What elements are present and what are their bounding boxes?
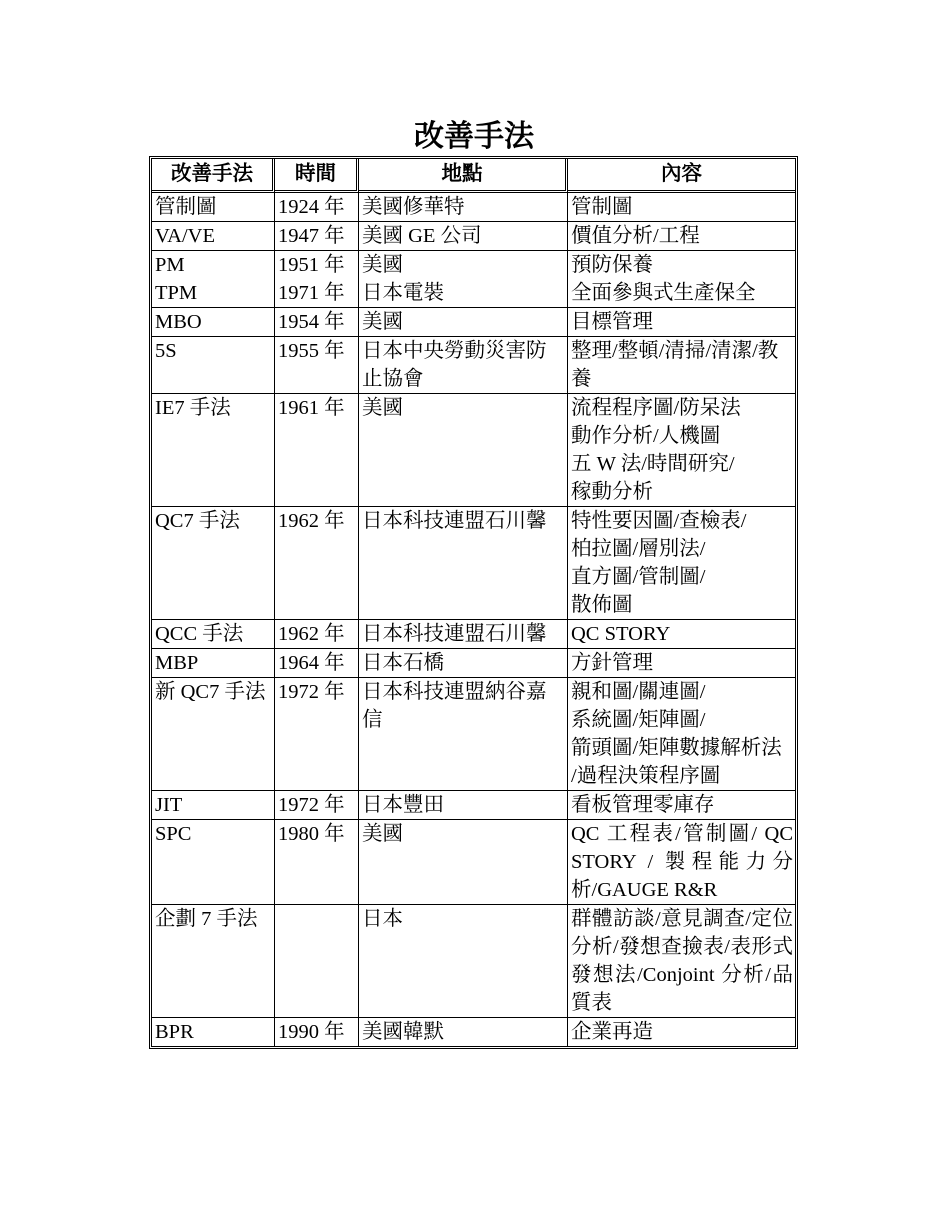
method-cell — [152, 620, 275, 649]
place-cell — [359, 193, 568, 222]
place-cell-line: 美國 — [362, 823, 403, 845]
content-cell — [568, 251, 795, 308]
place-cell-line: 日本石橋 — [362, 652, 444, 674]
time-cell-line: 1924 年 — [278, 196, 345, 218]
method-cell-line: IE7 手法 — [155, 397, 231, 419]
place-cell-line: 日本豐田 — [362, 794, 444, 816]
method-cell-line: MBO — [155, 311, 202, 333]
place-cell — [359, 791, 568, 820]
method-cell — [152, 308, 275, 337]
content-cell-line: /過程決策程序圖 — [571, 765, 721, 787]
content-cell-line: 群體訪談/意見調查/定位分析/發想查撿表/表形式發想法/Conjoint 分析/品質表 — [571, 908, 793, 1014]
content-cell-line: 親和圖/關連圖/ — [571, 681, 706, 703]
header-method: 改善手法 — [152, 159, 275, 193]
content-cell-line: 箭頭圖/矩陣數據解析法 — [571, 737, 782, 759]
place-cell — [359, 1018, 568, 1046]
time-cell-line: 1980 年 — [278, 823, 345, 845]
time-cell-line: 1954 年 — [278, 311, 345, 333]
content-cell — [568, 337, 795, 394]
place-cell — [359, 649, 568, 678]
place-cell — [359, 251, 568, 308]
time-cell — [275, 905, 359, 1018]
content-cell-line: QC 工程表/管制圖/ QC STORY / 製程能力分析/GAUGE R&R — [571, 823, 793, 901]
table-row — [152, 251, 795, 308]
time-cell-line: 1962 年 — [278, 510, 345, 532]
time-cell — [275, 791, 359, 820]
method-cell-line: MBP — [155, 652, 199, 674]
content-cell-line: 柏拉圖/層別法/ — [571, 538, 706, 560]
table-row — [152, 620, 795, 649]
content-cell-line: 價值分析/工程 — [571, 225, 700, 247]
time-cell-line: 1964 年 — [278, 652, 345, 674]
content-cell — [568, 820, 795, 905]
method-cell — [152, 251, 275, 308]
content-cell-line: 五 W 法/時間研究/ — [571, 453, 735, 475]
place-cell-line: 日本科技連盟石川馨 — [362, 623, 547, 645]
time-cell-line: 1971 年 — [278, 282, 345, 304]
time-cell-line: 1990 年 — [278, 1021, 345, 1043]
content-cell-line: 動作分析/人機圖 — [571, 425, 721, 447]
time-cell — [275, 507, 359, 620]
place-cell — [359, 905, 568, 1018]
table-row — [152, 820, 795, 905]
table-row — [152, 337, 795, 394]
content-cell — [568, 905, 795, 1018]
method-cell-line: 管制圖 — [155, 196, 217, 218]
time-cell-line — [278, 905, 356, 933]
table-row — [152, 222, 795, 251]
place-cell-line: 日本 — [362, 908, 403, 930]
time-cell — [275, 222, 359, 251]
time-cell — [275, 308, 359, 337]
place-cell-line: 日本電裝 — [362, 282, 444, 304]
time-cell-line: 1972 年 — [278, 681, 345, 703]
time-cell-line: 1955 年 — [278, 340, 345, 362]
method-cell-line: BPR — [155, 1021, 194, 1043]
improvement-methods-table — [149, 156, 798, 1049]
time-cell-line: 1951 年 — [278, 254, 345, 276]
time-cell — [275, 394, 359, 507]
time-cell — [275, 251, 359, 308]
content-cell-line: QC STORY — [571, 623, 671, 645]
place-cell — [359, 820, 568, 905]
place-cell-line: 美國 GE 公司 — [362, 225, 482, 247]
method-cell — [152, 820, 275, 905]
content-cell — [568, 308, 795, 337]
content-cell-line: 整理/整頓/清掃/清潔/教養 — [571, 340, 779, 390]
place-cell — [359, 222, 568, 251]
table-row — [152, 394, 795, 507]
content-cell-line: 全面參與式生產保全 — [571, 282, 756, 304]
method-cell-line: QCC 手法 — [155, 623, 244, 645]
table-header-row — [152, 159, 795, 193]
time-cell-line: 1961 年 — [278, 397, 345, 419]
table-row — [152, 649, 795, 678]
content-cell-line: 預防保養 — [571, 254, 653, 276]
method-cell — [152, 222, 275, 251]
method-cell — [152, 649, 275, 678]
method-cell-line: JIT — [155, 794, 183, 816]
content-cell — [568, 620, 795, 649]
content-cell-line: 流程程序圖/防呆法 — [571, 397, 741, 419]
method-cell — [152, 1018, 275, 1046]
content-cell — [568, 1018, 795, 1046]
header-time: 時間 — [275, 159, 359, 193]
time-cell-line: 1947 年 — [278, 225, 345, 247]
method-cell-line: 新 QC7 手法 — [155, 681, 266, 703]
table-row — [152, 791, 795, 820]
content-cell — [568, 394, 795, 507]
place-cell-line: 美國 — [362, 397, 403, 419]
time-cell-line: 1962 年 — [278, 623, 345, 645]
content-cell-line: 特性要因圖/查檢表/ — [571, 510, 747, 532]
time-cell — [275, 820, 359, 905]
time-cell — [275, 620, 359, 649]
content-cell-line: 稼動分析 — [571, 481, 653, 503]
content-cell — [568, 507, 795, 620]
method-cell — [152, 193, 275, 222]
content-cell-line: 系統圖/矩陣圖/ — [571, 709, 706, 731]
time-cell-line: 1972 年 — [278, 794, 345, 816]
place-cell — [359, 308, 568, 337]
header-content: 內容 — [568, 159, 795, 193]
content-cell — [568, 678, 795, 791]
time-cell — [275, 649, 359, 678]
place-cell-line: 日本科技連盟納谷嘉信 — [362, 681, 547, 731]
time-cell — [275, 678, 359, 791]
method-cell — [152, 791, 275, 820]
content-cell — [568, 222, 795, 251]
content-cell — [568, 649, 795, 678]
place-cell-line: 美國 — [362, 311, 403, 333]
content-cell — [568, 193, 795, 222]
table-row — [152, 905, 795, 1018]
table-row — [152, 308, 795, 337]
place-cell-line: 美國 — [362, 254, 403, 276]
content-cell-line: 方針管理 — [571, 652, 653, 674]
method-cell-line: PM — [155, 254, 185, 276]
method-cell-line: TPM — [155, 282, 198, 304]
place-cell — [359, 394, 568, 507]
method-cell-line: 企劃 7 手法 — [155, 908, 258, 930]
time-cell — [275, 193, 359, 222]
document-title: 改善手法 — [414, 120, 534, 153]
table-row — [152, 193, 795, 222]
place-cell-line: 美國修華特 — [362, 196, 465, 218]
content-cell-line: 直方圖/管制圖/ — [571, 566, 706, 588]
method-cell — [152, 394, 275, 507]
content-cell-line: 目標管理 — [571, 311, 653, 333]
method-cell-line: SPC — [155, 823, 192, 845]
place-cell — [359, 620, 568, 649]
header-place: 地點 — [359, 159, 568, 193]
content-cell-line: 散佈圖 — [571, 594, 633, 616]
table-row — [152, 678, 795, 791]
method-cell-line: 5S — [155, 340, 177, 362]
table-row — [152, 1018, 795, 1046]
method-cell — [152, 678, 275, 791]
content-cell — [568, 791, 795, 820]
place-cell-line: 日本科技連盟石川馨 — [362, 510, 547, 532]
place-cell-line: 日本中央勞動災害防止協會 — [362, 340, 547, 390]
method-cell — [152, 507, 275, 620]
content-cell-line: 管制圖 — [571, 196, 633, 218]
place-cell — [359, 678, 568, 791]
place-cell — [359, 507, 568, 620]
time-cell — [275, 1018, 359, 1046]
time-cell — [275, 337, 359, 394]
method-cell-line: VA/VE — [155, 225, 215, 247]
table-body — [152, 193, 795, 1046]
place-cell-line: 美國韓默 — [362, 1021, 444, 1043]
content-cell-line: 企業再造 — [571, 1021, 653, 1043]
method-cell — [152, 905, 275, 1018]
method-cell — [152, 337, 275, 394]
place-cell — [359, 337, 568, 394]
method-cell-line: QC7 手法 — [155, 510, 240, 532]
table-row — [152, 507, 795, 620]
content-cell-line: 看板管理零庫存 — [571, 794, 715, 816]
